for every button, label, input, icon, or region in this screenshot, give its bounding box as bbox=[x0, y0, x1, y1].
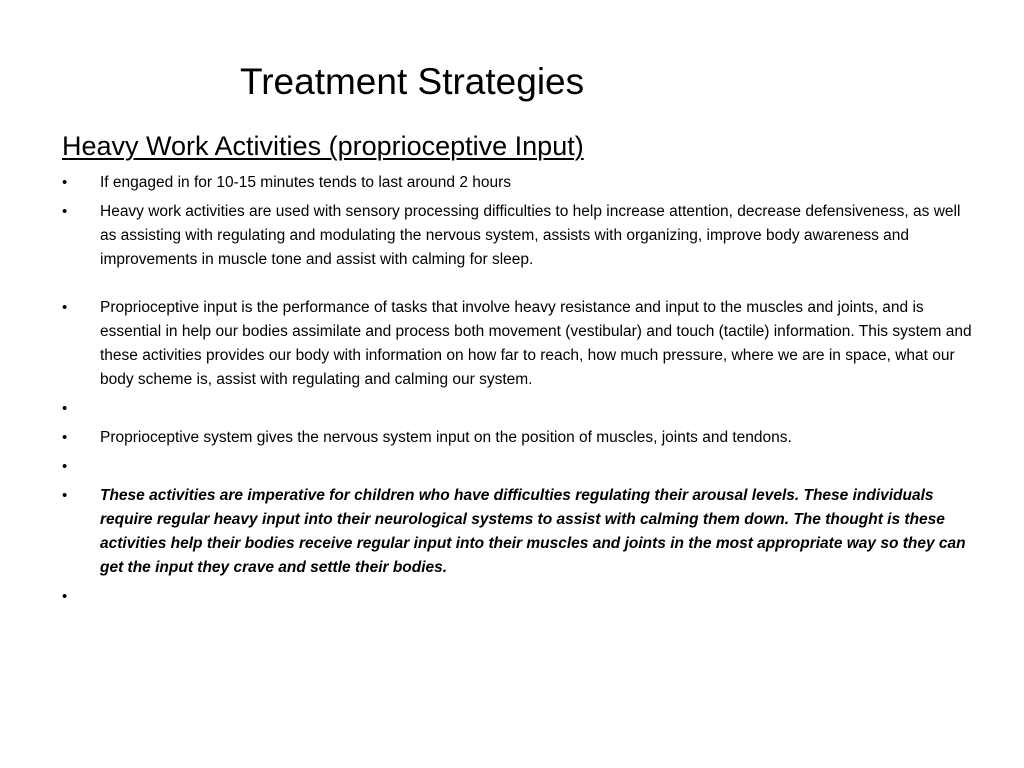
slide-subtitle: Heavy Work Activities (proprioceptive Input) bbox=[62, 131, 584, 161]
bullet-dot: • bbox=[62, 203, 68, 220]
bullet-item bbox=[62, 171, 972, 195]
bullet-dot: • bbox=[62, 429, 68, 446]
bullet-item-empty bbox=[62, 455, 972, 479]
bullet-item bbox=[62, 426, 972, 450]
bullet-list bbox=[62, 171, 972, 614]
bullet-dot: • bbox=[62, 588, 68, 605]
bullet-item bbox=[62, 200, 972, 272]
bullet-item bbox=[62, 296, 972, 392]
bullet-text: Proprioceptive input is the performance of tasks that involve heavy resistance and input to the muscles and joints, and is essential in help our bodies assimilate and process both movement (vestibular) and touch (tactile) information. This system and these activities provides our body with information on how far to reach, how much pressure, where we are in space, what our body scheme is, assist with regulating and calming our system. bbox=[100, 299, 972, 388]
bullet-item-emphasis bbox=[62, 484, 972, 580]
bullet-text: If engaged in for 10-15 minutes tends to last around 2 hours bbox=[100, 174, 512, 191]
bullet-dot: • bbox=[62, 299, 68, 316]
slide-title: Treatment Strategies bbox=[240, 61, 585, 102]
bullet-text: Heavy work activities are used with sensory processing difficulties to help increase attention, decrease defensiveness, as well as assisting with regulating and modulating the nervous system, assists with organizing, improve body awareness and improvements in muscle tone and assist with calming for sleep. bbox=[100, 203, 961, 268]
bullet-item-empty bbox=[62, 585, 972, 609]
bullet-text: These activities are imperative for children who have difficulties regulating their arousal levels. These individuals require regular heavy input into their neurological systems to assist with calming them down. The thought is these activities help their bodies receive regular input into their muscles and joints in the most appropriate way so they can get the input they crave and settle their bodies. bbox=[100, 487, 966, 576]
bullet-text: Proprioceptive system gives the nervous system input on the position of muscles, joints and tendons. bbox=[100, 429, 792, 446]
bullet-dot: • bbox=[62, 400, 68, 417]
bullet-item-empty bbox=[62, 397, 972, 421]
bullet-dot: • bbox=[62, 174, 68, 191]
bullet-dot: • bbox=[62, 458, 68, 475]
bullet-dot: • bbox=[62, 487, 68, 504]
